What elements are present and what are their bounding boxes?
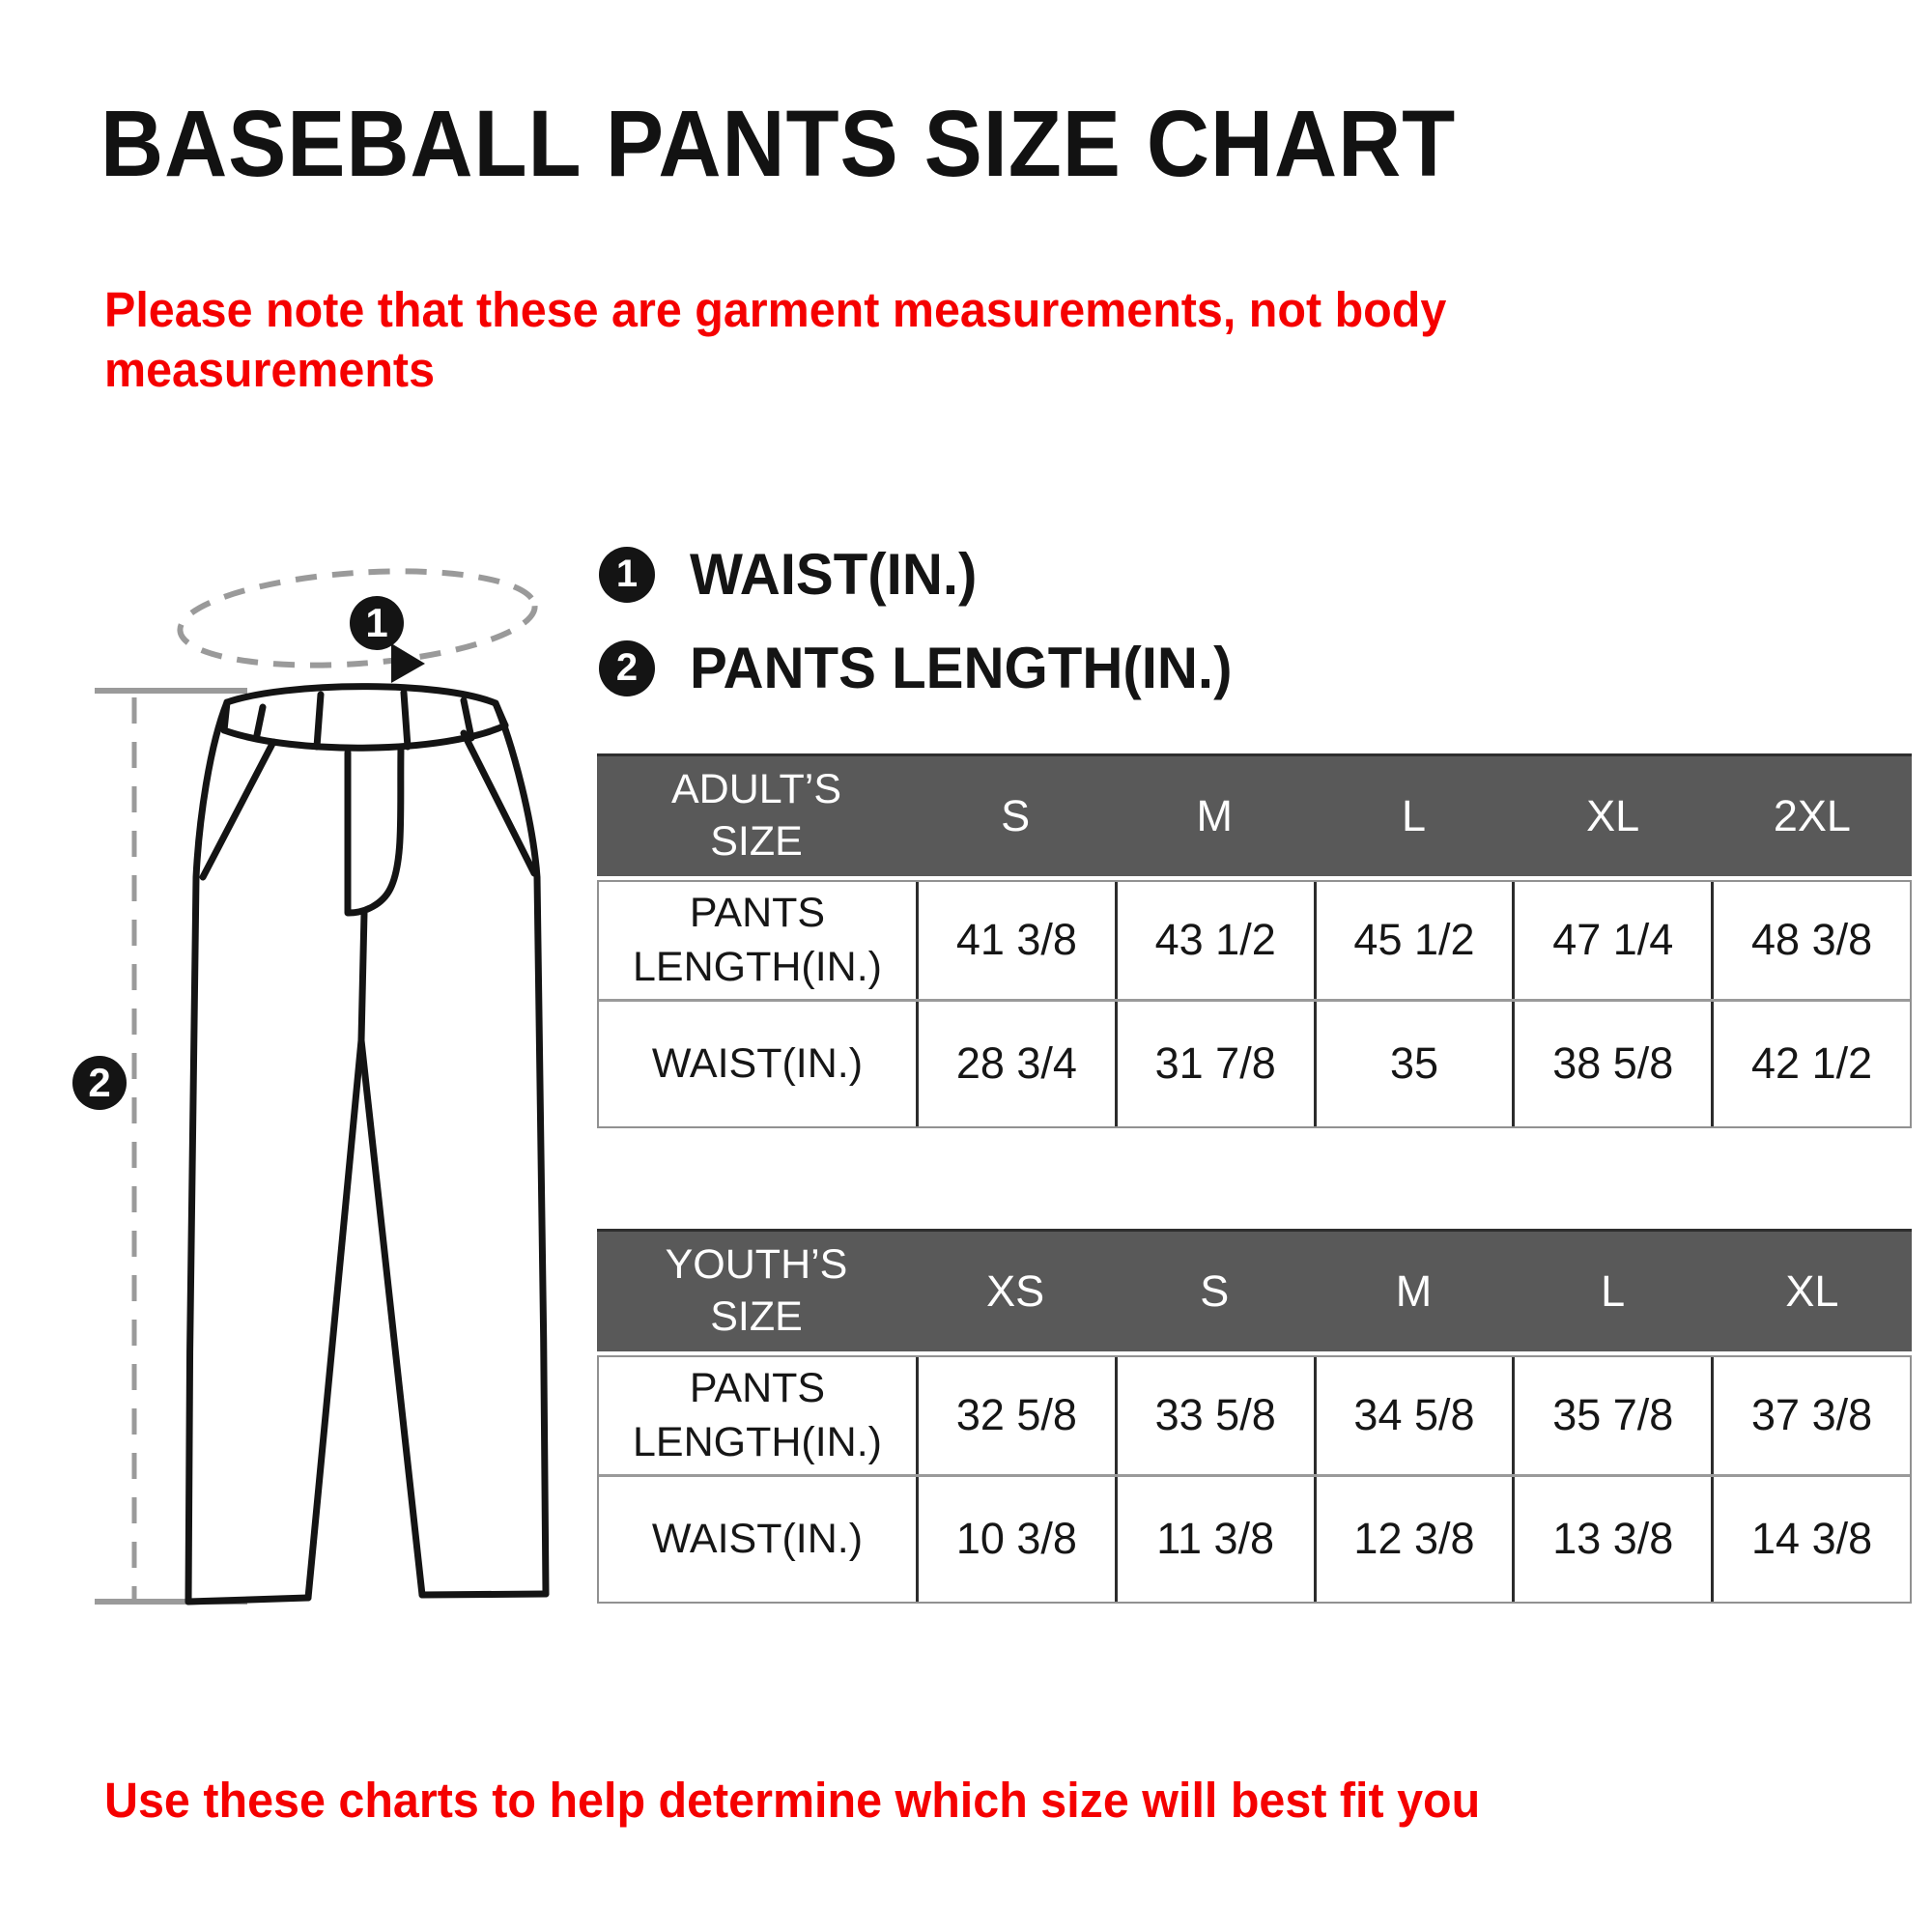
right-hem-line: [422, 1594, 546, 1595]
right-inseam-line: [361, 1040, 422, 1595]
youth-pants-length-row: [599, 1357, 1910, 1474]
adult-waist-row: [599, 999, 1910, 1126]
table-cell: 47 1/4: [1512, 882, 1711, 999]
note-line-1: Please note that these are garment measurements, not body: [104, 282, 1447, 337]
youth-title-line1: YOUTH’S: [665, 1241, 848, 1289]
adult-size-col-2xl: 2XL: [1773, 791, 1851, 840]
adult-title-line1: ADULT’S: [670, 766, 841, 813]
table-cell: 10 3/8: [916, 1477, 1115, 1602]
youth-waist-row: [599, 1474, 1910, 1602]
adult-size-col-s: S: [1001, 791, 1031, 840]
left-inseam-line: [308, 1040, 361, 1598]
youth-table-title: [597, 1239, 916, 1344]
number-1-badge-icon: 1: [599, 547, 655, 603]
legend-label-pants-length: PANTS LENGTH(IN.): [690, 636, 1233, 700]
adult-size-col-l: L: [1401, 791, 1426, 840]
row-label: WAIST(IN.): [651, 1515, 864, 1562]
legend-row-waist: [599, 541, 1249, 608]
table-cell: 28 3/4: [916, 1002, 1115, 1126]
adult-size-table: [597, 753, 1912, 1128]
adult-pants-length-row: [599, 882, 1910, 999]
table-cell: 33 5/8: [1115, 1357, 1314, 1474]
right-outer-leg-line: [496, 703, 546, 1594]
table-cell: 14 3/8: [1711, 1477, 1910, 1602]
adult-table-header: [597, 753, 1912, 876]
table-cell: 38 5/8: [1512, 1002, 1711, 1126]
adult-size-col-xl: XL: [1586, 791, 1640, 840]
adult-table-body: [597, 880, 1912, 1128]
note-line-2: measurements: [104, 342, 436, 398]
table-cell: 43 1/2: [1115, 882, 1314, 999]
table-cell: 11 3/8: [1115, 1477, 1314, 1602]
waist-arrowhead-icon: [391, 643, 425, 683]
diagram-length-badge-number: 2: [88, 1060, 111, 1105]
belt-loop-2: [317, 695, 321, 747]
youth-title-line2: SIZE: [710, 1293, 803, 1340]
table-cell: 12 3/8: [1314, 1477, 1513, 1602]
page-title: BASEBALL PANTS SIZE CHART: [100, 91, 1457, 196]
belt-loop-1: [257, 707, 263, 735]
number-2-badge-icon: 2: [599, 640, 655, 696]
youth-size-table: [597, 1229, 1912, 1604]
youth-size-col-xl: XL: [1785, 1266, 1839, 1316]
legend-row-pants-length: [599, 635, 1249, 701]
table-cell: 45 1/2: [1314, 882, 1513, 999]
youth-size-col-xs: XS: [986, 1266, 1045, 1316]
youth-table-body: [597, 1355, 1912, 1604]
legend-label-waist: WAIST(IN.): [690, 542, 978, 607]
row-label: WAIST(IN.): [651, 1039, 864, 1087]
youth-size-col-m: M: [1395, 1266, 1433, 1316]
left-hem-line: [188, 1598, 308, 1602]
table-cell: 31 7/8: [1115, 1002, 1314, 1126]
table-cell: 41 3/8: [916, 882, 1115, 999]
row-label: PANTS LENGTH(IN.): [633, 889, 882, 990]
waistband-top-line: [227, 687, 496, 703]
row-label: PANTS LENGTH(IN.): [633, 1364, 882, 1465]
table-cell: 37 3/8: [1711, 1357, 1910, 1474]
table-cell: 35 7/8: [1512, 1357, 1711, 1474]
youth-size-col-s: S: [1200, 1266, 1230, 1316]
youth-table-header: [597, 1229, 1912, 1351]
table-cell: 13 3/8: [1512, 1477, 1711, 1602]
center-seam-line: [361, 913, 364, 1040]
table-cell: 32 5/8: [916, 1357, 1115, 1474]
adult-table-title: [597, 764, 916, 868]
adult-title-line2: SIZE: [710, 818, 803, 865]
table-cell: 42 1/2: [1711, 1002, 1910, 1126]
pants-outline-drawing: [188, 687, 546, 1602]
table-cell: 35: [1314, 1002, 1513, 1126]
pants-measurement-diagram: [58, 541, 599, 1642]
youth-size-col-l: L: [1601, 1266, 1626, 1316]
fly-right-line: [349, 748, 401, 913]
diagram-waist-badge-number: 1: [365, 600, 388, 645]
garment-measurement-note: [104, 280, 1446, 400]
fit-advice-note: Use these charts to help determine which size will best fit you: [104, 1773, 1481, 1828]
adult-size-col-m: M: [1196, 791, 1234, 840]
belt-loop-3: [404, 693, 408, 747]
measurement-legend: [599, 541, 1249, 701]
table-cell: 48 3/8: [1711, 882, 1910, 999]
table-cell: 34 5/8: [1314, 1357, 1513, 1474]
